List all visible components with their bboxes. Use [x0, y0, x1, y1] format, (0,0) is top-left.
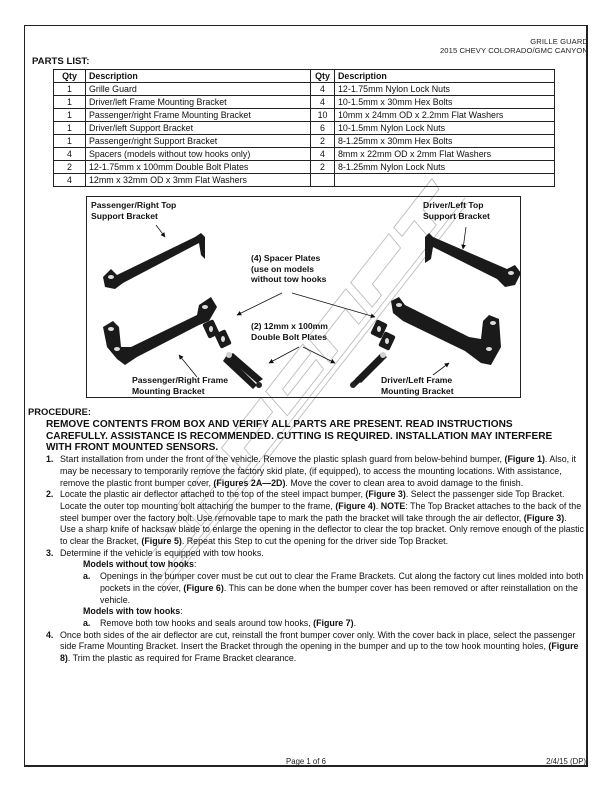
part-description: Driver/left Support Bracket	[86, 122, 311, 135]
step-number: 3.	[46, 547, 54, 558]
step-2	[46, 489, 584, 548]
part-qty: 1	[54, 135, 86, 148]
label-passenger-frame-bracket: Passenger/Right Frame Mounting Bracket	[132, 375, 228, 396]
doc-product-title: GRILLE GUARD	[530, 37, 588, 46]
part-description: 10mm x 24mm OD x 2.2mm Flat Washers	[335, 109, 555, 122]
part-qty: 4	[54, 174, 86, 187]
parts-table-row	[54, 96, 555, 109]
step-1	[46, 454, 584, 489]
driver-top-bracket-image	[425, 233, 521, 287]
double-bolt-plate-left-image	[223, 352, 263, 389]
part-qty: 1	[54, 109, 86, 122]
substep-without-a	[83, 571, 585, 606]
parts-table-row	[54, 148, 555, 161]
parts-figure	[86, 196, 521, 398]
label-passenger-top-bracket: Passenger/Right Top Support Bracket	[91, 200, 177, 221]
step-number: 4.	[46, 629, 54, 640]
procedure-warning: REMOVE CONTENTS FROM BOX AND VERIFY ALL PARTS ARE PRESENT. READ INSTRUCTIONS CAREFULLY. ASSISTANCE IS RECOMMENDED. CUTTING IS REQUIRED. INSTALLATION MAY INTERFERE WITH FRONT MOUNTED SENSORS.	[46, 418, 553, 454]
part-qty: 4	[54, 148, 86, 161]
label-driver-top-bracket: Driver/Left Top Support Bracket	[423, 200, 490, 221]
models-without-tow-hooks-heading: Models without tow hooks:	[83, 559, 197, 570]
substep-text: Openings in the bumper cover must be cut out to clear the Frame Brackets. Cut along the factory cut lines molded into both pockets in the cover, (Figure 6). This can be done when the bumper cover has been removed or after reinstallation on the vehicle.	[100, 571, 584, 605]
part-qty: 1	[54, 96, 86, 109]
part-description: 10-1.5mm x 30mm Hex Bolts	[335, 96, 555, 109]
spacer-plates-left-image	[202, 319, 232, 349]
col-description-right: Description	[335, 70, 555, 83]
part-qty: 6	[311, 122, 335, 135]
substep-letter: a.	[83, 571, 91, 582]
part-description: 8-1.25mm x 30mm Hex Bolts	[335, 135, 555, 148]
part-description: Grille Guard	[86, 83, 311, 96]
parts-table-row	[54, 109, 555, 122]
step-text: Once both sides of the air deflector are cut, reinstall the front bumper cover only. With the cover back in place, select the passenger side Frame Mounting Bracket. Insert the Bracket through the opening in the bumper and up to the tow hook mounting holes, (Figure 8). Trim the plastic as required for Frame Bracket clearance.	[60, 629, 579, 664]
step-text: Locate the plastic air deflector attached to the top of the steel impact bumper, (Figure 3). Select the passenger side Top Bracket. Locate the outer top mounting bolt attaching the bumper to the frame, (Figure 4). NOTE: The Top Bracket attaches to the back of the steel bumper over the factory bolt. Use removable tape to mark the path the bracket will take through the air deflector, (Figure 3). Use a sharp knife of hacksaw blade to enlarge the opening in the deflector to clear the top bracket. Only remove enough of the plastic to clear the Bracket, (Figure 5). Repeat this Step to cut the opening for the driver side Top Bracket.	[60, 489, 584, 547]
part-description: 12-1.75mm x 100mm Double Bolt Plates	[86, 161, 311, 174]
step-number: 1.	[46, 454, 54, 465]
page-number: Page 1 of 6	[286, 757, 326, 766]
step-4	[46, 629, 584, 665]
part-description	[335, 174, 555, 187]
part-qty: 4	[311, 83, 335, 96]
part-qty: 2	[311, 161, 335, 174]
passenger-frame-bracket-image	[103, 297, 217, 365]
part-description: Driver/left Frame Mounting Bracket	[86, 96, 311, 109]
step-3	[46, 547, 584, 630]
part-description: Passenger/right Frame Mounting Bracket	[86, 109, 311, 122]
part-qty: 1	[54, 83, 86, 96]
procedure-section	[28, 406, 588, 665]
part-qty: 10	[311, 109, 335, 122]
substep-text: Remove both tow hooks and seals around tow hooks, (Figure 7).	[100, 617, 357, 628]
part-description: 12-1.75mm Nylon Lock Nuts	[335, 83, 555, 96]
passenger-top-bracket-image	[103, 233, 205, 289]
step-number: 2.	[46, 489, 54, 500]
part-qty	[311, 174, 335, 187]
parts-table-header	[54, 70, 555, 83]
label-double-bolt-plates: (2) 12mm x 100mm Double Bolt Plates	[251, 321, 328, 342]
part-description: Passenger/right Support Bracket	[86, 135, 311, 148]
spacer-plates-right-image	[370, 319, 396, 351]
part-description: 10-1.5mm Nylon Lock Nuts	[335, 122, 555, 135]
part-qty: 2	[54, 161, 86, 174]
parts-table-row	[54, 135, 555, 148]
procedure-heading: PROCEDURE:	[28, 406, 92, 417]
part-qty: 4	[311, 96, 335, 109]
parts-table-row	[54, 122, 555, 135]
driver-frame-bracket-image	[391, 297, 501, 365]
col-description-left: Description	[86, 70, 311, 83]
part-qty: 2	[311, 135, 335, 148]
substep-letter: a.	[83, 617, 91, 628]
label-driver-frame-bracket: Driver/Left Frame Mounting Bracket	[381, 375, 454, 396]
col-qty-left: Qty	[54, 70, 86, 83]
doc-vehicle-title: 2015 CHEVY COLORADO/GMC CANYON	[439, 46, 588, 55]
parts-table-row	[54, 83, 555, 96]
part-qty: 4	[311, 148, 335, 161]
parts-illustration	[87, 197, 522, 399]
substep-with-a	[83, 617, 585, 630]
parts-list-heading: PARTS LIST:	[32, 56, 90, 67]
part-description: 12mm x 32mm OD x 3mm Flat Washers	[86, 174, 311, 187]
step-text: Determine if the vehicle is equipped with tow hooks.	[60, 547, 264, 558]
revision-date: 2/4/15 (DP)	[546, 757, 586, 766]
models-with-tow-hooks-heading: Models with tow hooks:	[83, 606, 183, 617]
part-description: Spacers (models without tow hooks only)	[86, 148, 311, 161]
part-description: 8-1.25mm Nylon Lock Nuts	[335, 161, 555, 174]
parts-table	[53, 69, 555, 187]
label-spacer-plates: (4) Spacer Plates (use on models without tow hooks	[251, 253, 327, 284]
parts-table-row	[54, 174, 555, 187]
step-text: Start installation from under the front of the vehicle. Remove the plastic splash guard from below-behind bumper, (Figure 1). Also, it may be necessary to temporarily remove the factory skid plate, (if equipped), to access the mounting locations. With assistance, remove the plastic front bumper cover, (Figures 2A—2D). Move the cover to clean area to avoid damage to the finish.	[60, 454, 576, 488]
part-description: 8mm x 22mm OD x 2mm Flat Washers	[335, 148, 555, 161]
col-qty-right: Qty	[311, 70, 335, 83]
parts-table-row	[54, 161, 555, 174]
part-qty: 1	[54, 122, 86, 135]
